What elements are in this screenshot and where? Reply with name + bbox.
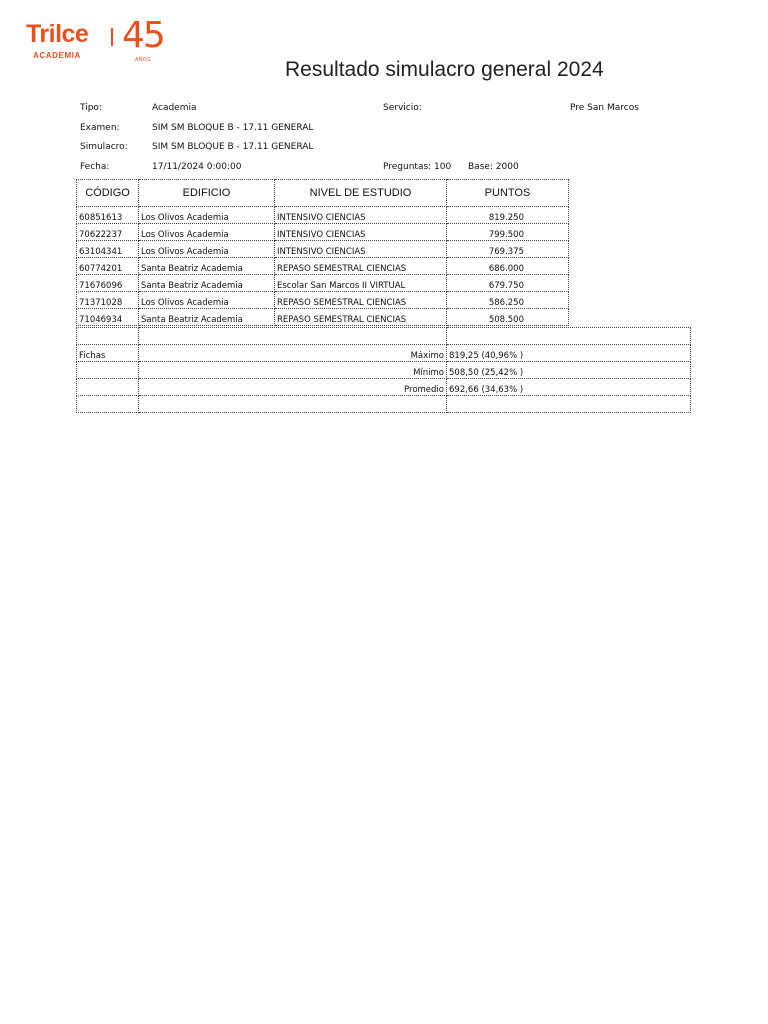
examen-value: SIM SM BLOQUE B - 17.11 GENERAL xyxy=(152,123,314,133)
cell-nivel: INTENSIVO CIENCIAS xyxy=(275,207,447,224)
cell-codigo: 60851613 xyxy=(77,207,139,224)
cell-nivel: REPASO SEMESTRAL CIENCIAS xyxy=(275,292,447,309)
table-row xyxy=(77,207,569,224)
summary-row-blank xyxy=(77,396,691,413)
cell-puntos: 799.500 xyxy=(447,224,569,241)
cell-edificio: Los Olivos Academia xyxy=(139,224,275,241)
table-row xyxy=(77,258,569,275)
brand-name: Trilce xyxy=(26,20,89,48)
summary-row-blank xyxy=(77,328,691,345)
examen-label: Examen: xyxy=(80,123,120,133)
servicio-label: Servicio: xyxy=(383,103,422,113)
brand-sub: ACADEMIA xyxy=(33,51,81,60)
fichas-label: Fichas xyxy=(77,345,139,362)
cell-puntos: 769.375 xyxy=(447,241,569,258)
cell-puntos: 819.250 xyxy=(447,207,569,224)
table-row xyxy=(77,275,569,292)
cell-edificio: Los Olivos Academia xyxy=(139,292,275,309)
tipo-value: Academia xyxy=(152,103,197,113)
simulacro-label: Simulacro: xyxy=(80,142,128,152)
cell-nivel: INTENSIVO CIENCIAS xyxy=(275,241,447,258)
header-codigo: CÓDIGO xyxy=(77,180,139,207)
trilce-logo xyxy=(26,16,166,66)
summary-row-avg xyxy=(77,379,691,396)
table-row xyxy=(77,224,569,241)
cell-edificio: Los Olivos Academia xyxy=(139,241,275,258)
cell-puntos: 508.500 xyxy=(447,309,569,326)
min-value: 508,50 (25,42% ) xyxy=(447,362,691,379)
page-title: Resultado simulacro general 2024 xyxy=(285,58,604,81)
cell-codigo: 71371028 xyxy=(77,292,139,309)
tipo-label: Tipo: xyxy=(80,103,102,113)
cell-codigo: 71676096 xyxy=(77,275,139,292)
cell-nivel: REPASO SEMESTRAL CIENCIAS xyxy=(275,258,447,275)
anniversary-label: AÑOS xyxy=(135,57,151,63)
cell-codigo: 70622237 xyxy=(77,224,139,241)
table-row xyxy=(77,309,569,326)
servicio-value: Pre San Marcos xyxy=(570,103,639,113)
header-edificio: EDIFICIO xyxy=(139,180,275,207)
cell-codigo: 60774201 xyxy=(77,258,139,275)
header-puntos: PUNTOS xyxy=(447,180,569,207)
base: Base: 2000 xyxy=(468,162,519,172)
cell-edificio: Santa Beatriz Academia xyxy=(139,309,275,326)
cell-puntos: 679.750 xyxy=(447,275,569,292)
anniversary-number: 45 xyxy=(122,15,164,56)
cell-nivel: Escolar San Marcos II VIRTUAL xyxy=(275,275,447,292)
cell-puntos: 586.250 xyxy=(447,292,569,309)
preguntas: Preguntas: 100 xyxy=(383,162,452,172)
fecha-label: Fecha: xyxy=(80,162,110,172)
avg-label: Promedio xyxy=(139,379,447,396)
summary-table xyxy=(76,327,691,413)
min-label: Mínimo xyxy=(139,362,447,379)
table-header xyxy=(77,180,569,207)
cell-nivel: REPASO SEMESTRAL CIENCIAS xyxy=(275,309,447,326)
cell-puntos: 686.000 xyxy=(447,258,569,275)
summary-row-min xyxy=(77,362,691,379)
table-row xyxy=(77,292,569,309)
cell-edificio: Santa Beatriz Academia xyxy=(139,275,275,292)
table-row xyxy=(77,241,569,258)
max-label: Máximo xyxy=(139,345,447,362)
max-value: 819,25 (40,96% ) xyxy=(447,345,691,362)
cell-nivel: INTENSIVO CIENCIAS xyxy=(275,224,447,241)
cell-edificio: Los Olivos Academia xyxy=(139,207,275,224)
logo-separator xyxy=(111,28,113,46)
simulacro-value: SIM SM BLOQUE B - 17.11 GENERAL xyxy=(152,142,314,152)
avg-value: 692,66 (34,63% ) xyxy=(447,379,691,396)
summary-row-max xyxy=(77,345,691,362)
cell-codigo: 63104341 xyxy=(77,241,139,258)
header-nivel: NIVEL DE ESTUDIO xyxy=(275,180,447,207)
cell-codigo: 71046934 xyxy=(77,309,139,326)
fecha-value: 17/11/2024 0:00:00 xyxy=(152,162,242,172)
cell-edificio: Santa Beatriz Academia xyxy=(139,258,275,275)
results-table xyxy=(76,179,569,326)
